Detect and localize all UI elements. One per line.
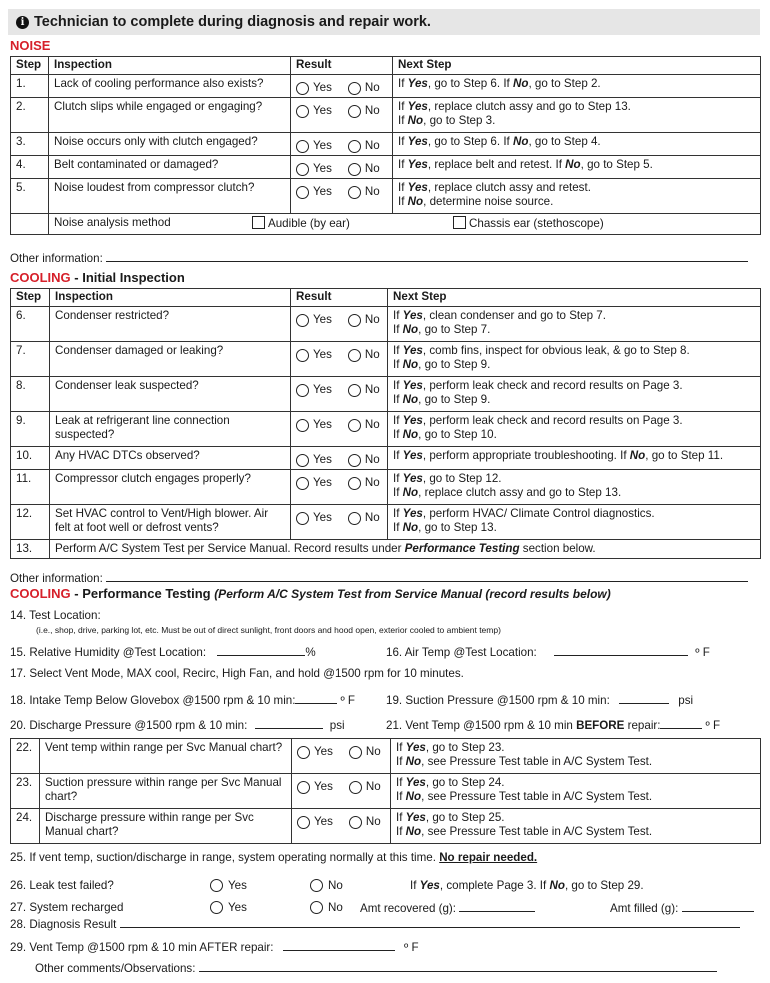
inspection-text: Condenser restricted? xyxy=(50,307,291,342)
next-step-text: If Yes, go to Step 23. If No, see Pressure Test table in A/C System Test. xyxy=(391,739,761,774)
cooling-initial-table xyxy=(10,288,761,559)
no-radio[interactable] xyxy=(348,186,361,199)
recharged-no-radio[interactable] xyxy=(310,901,323,914)
test-location-note: (i.e., shop, drive, parking lot, etc. Must be out of direct sunlight, front doors and hood open, exterior cooled to ambient temp) xyxy=(36,625,501,635)
inspection-text: Lack of cooling performance also exists? xyxy=(49,75,291,98)
discharge-pressure-field[interactable] xyxy=(255,718,323,729)
no-label: No xyxy=(364,139,380,152)
test-location: 14. Test Location: xyxy=(10,609,101,622)
audible-option[interactable]: Audible (by ear) xyxy=(252,216,350,231)
chassis-ear-checkbox[interactable] xyxy=(453,216,466,229)
humidity-field[interactable] xyxy=(217,645,305,656)
diagnosis-result-field[interactable] xyxy=(120,917,740,928)
yes-label: Yes xyxy=(313,185,332,198)
next-step-text: If Yes, replace clutch assy and retest. If No, determine noise source. xyxy=(393,179,761,214)
noise-section-title: NOISE xyxy=(10,38,51,53)
step-number: 22. xyxy=(11,739,40,774)
inspection-text: Compressor clutch engages properly? xyxy=(50,470,291,505)
cooling-initial-rows xyxy=(11,307,761,540)
result-cell xyxy=(291,75,393,98)
step-number: 4. xyxy=(11,156,49,179)
info-icon: i xyxy=(16,16,29,29)
inspection-text: Vent temp within range per Svc Manual chart? xyxy=(40,739,292,774)
yes-radio[interactable] xyxy=(296,349,309,362)
performance-testing-title: COOLING - Performance Testing (Perform A/C System Test from Service Manual (record results below) xyxy=(10,586,611,601)
next-step-text: If Yes, comb fins, inspect for obvious leak, & go to Step 8. If No, go to Step 9. xyxy=(388,342,761,377)
recharged-yes-radio[interactable] xyxy=(210,901,223,914)
other-comments: Other comments/Observations: xyxy=(35,961,717,975)
inspection-text: Clutch slips while engaged or engaging? xyxy=(49,98,291,133)
yes-radio[interactable] xyxy=(296,186,309,199)
yes-radio[interactable] xyxy=(297,781,310,794)
amt-filled-field[interactable] xyxy=(682,901,754,912)
step-number: 6. xyxy=(11,307,50,342)
next-step-text: If Yes, go to Step 25. If No, see Pressure Test table in A/C System Test. xyxy=(391,809,761,844)
air-temp: 16. Air Temp @Test Location: º F xyxy=(386,646,710,659)
yes-label: Yes xyxy=(313,476,332,489)
no-radio[interactable] xyxy=(348,314,361,327)
table-row xyxy=(11,133,761,156)
yes-radio[interactable] xyxy=(296,454,309,467)
audible-checkbox[interactable] xyxy=(252,216,265,229)
no-label: No xyxy=(364,418,380,431)
no-radio[interactable] xyxy=(348,384,361,397)
result-cell xyxy=(291,156,393,179)
no-radio[interactable] xyxy=(349,781,362,794)
table-row xyxy=(11,75,761,98)
table-row xyxy=(11,98,761,133)
vent-temp-after: 29. Vent Temp @1500 rpm & 10 min AFTER repair: º F xyxy=(10,941,419,954)
yes-label: Yes xyxy=(314,745,333,758)
air-temp-field[interactable] xyxy=(554,645,688,656)
step-number: 9. xyxy=(11,412,50,447)
yes-radio[interactable] xyxy=(296,384,309,397)
table-row xyxy=(11,342,761,377)
inspection-text: Noise loudest from compressor clutch? xyxy=(49,179,291,214)
performance-rows xyxy=(11,739,761,844)
yes-label: Yes xyxy=(313,313,332,326)
instruction-banner xyxy=(8,9,760,35)
yes-label: Yes xyxy=(314,815,333,828)
next-step-text: If Yes, go to Step 6. If No, go to Step 2. xyxy=(393,75,761,98)
no-radio[interactable] xyxy=(349,816,362,829)
discharge-pressure: 20. Discharge Pressure @1500 rpm & 10 min: psi xyxy=(10,719,345,732)
next-step-header: Next Step xyxy=(393,57,761,75)
no-radio[interactable] xyxy=(348,140,361,153)
no-radio[interactable] xyxy=(348,419,361,432)
yes-radio[interactable] xyxy=(296,140,309,153)
result-cell xyxy=(291,377,388,412)
yes-radio[interactable] xyxy=(296,105,309,118)
vent-temp-after-field[interactable] xyxy=(283,940,395,951)
next-step-text: If Yes, perform appropriate troubleshooting. If No, go to Step 11. xyxy=(388,447,761,470)
no-label: No xyxy=(365,780,381,793)
no-label: No xyxy=(365,815,381,828)
no-radio[interactable] xyxy=(348,105,361,118)
result-cell xyxy=(292,809,391,844)
performance-table xyxy=(10,738,761,844)
amt-filled: Amt filled (g): xyxy=(610,901,754,915)
next-step-text: If Yes, perform leak check and record results on Page 3. If No, go to Step 10. xyxy=(388,412,761,447)
select-vent-mode: 17. Select Vent Mode, MAX cool, Recirc, High Fan, and hold @1500 rpm for 10 minutes. xyxy=(10,667,464,680)
next-step-text: If Yes, clean condenser and go to Step 7. If No, go to Step 7. xyxy=(388,307,761,342)
step-number: 23. xyxy=(11,774,40,809)
yes-radio[interactable] xyxy=(297,816,310,829)
table-row xyxy=(11,412,761,447)
table-row xyxy=(11,774,761,809)
no-label: No xyxy=(364,104,380,117)
yes-label: Yes xyxy=(313,81,332,94)
step-number: 11. xyxy=(11,470,50,505)
inspection-text: Belt contaminated or damaged? xyxy=(49,156,291,179)
step-number: 5. xyxy=(11,179,49,214)
recharged-yes[interactable]: Yes xyxy=(210,901,247,914)
no-radio[interactable] xyxy=(348,82,361,95)
next-step-text: If Yes, go to Step 6. If No, go to Step 4. xyxy=(393,133,761,156)
result-cell xyxy=(291,307,388,342)
relative-humidity: 15. Relative Humidity @Test Location: % xyxy=(10,646,316,659)
next-step-text: If Yes, replace belt and retest. If No, go to Step 5. xyxy=(393,156,761,179)
result-cell xyxy=(291,98,393,133)
yes-radio[interactable] xyxy=(296,477,309,490)
no-label: No xyxy=(364,383,380,396)
step-number: 1. xyxy=(11,75,49,98)
step-number: 10. xyxy=(11,447,50,470)
banner-text: Technician to complete during diagnosis and repair work. xyxy=(34,14,431,30)
vent-temp-before-field[interactable] xyxy=(660,718,702,729)
table-row xyxy=(11,307,761,342)
noise-method-label: Noise analysis method xyxy=(54,216,171,229)
result-cell xyxy=(291,342,388,377)
no-label: No xyxy=(364,81,380,94)
result-cell xyxy=(291,179,393,214)
inspection-header: Inspection xyxy=(49,57,291,75)
inspection-text: Condenser leak suspected? xyxy=(50,377,291,412)
step-number: 12. xyxy=(11,505,50,540)
intake-temp: 18. Intake Temp Below Glovebox @1500 rpm & 10 min: º F xyxy=(10,694,355,707)
table-row xyxy=(11,447,761,470)
table-row xyxy=(11,156,761,179)
intake-temp-field[interactable] xyxy=(295,693,337,704)
cooling-other-info-field[interactable] xyxy=(106,571,748,582)
inspection-text: Discharge pressure within range per Svc Manual chart? xyxy=(40,809,292,844)
next-step-header: Next Step xyxy=(388,289,761,307)
yes-radio[interactable] xyxy=(296,512,309,525)
amt-recovered: Amt recovered (g): xyxy=(360,901,535,915)
noise-method-row xyxy=(11,214,761,235)
no-label: No xyxy=(364,511,380,524)
system-recharged: 27. System recharged Yes No Amt recovered (g): Amt filled (g): xyxy=(10,901,760,917)
no-radio[interactable] xyxy=(348,454,361,467)
yes-label: Yes xyxy=(313,104,332,117)
no-label: No xyxy=(364,453,380,466)
inspection-header: Inspection xyxy=(50,289,291,307)
yes-radio[interactable] xyxy=(296,314,309,327)
inspection-text: Condenser damaged or leaking? xyxy=(50,342,291,377)
table-row xyxy=(11,470,761,505)
yes-label: Yes xyxy=(313,383,332,396)
leak-yes[interactable]: Yes xyxy=(210,879,247,892)
inspection-text: Noise occurs only with clutch engaged? xyxy=(49,133,291,156)
leak-yes-radio[interactable] xyxy=(210,879,223,892)
yes-label: Yes xyxy=(313,139,332,152)
other-comments-field[interactable] xyxy=(199,961,717,972)
no-radio[interactable] xyxy=(349,746,362,759)
suction-pressure-field[interactable] xyxy=(619,693,669,704)
step-number: 13. xyxy=(11,540,50,559)
leak-no[interactable]: No xyxy=(310,879,343,892)
result-cell xyxy=(291,133,393,156)
step-number: 3. xyxy=(11,133,49,156)
result-cell xyxy=(291,412,388,447)
table-row xyxy=(11,505,761,540)
step-number: 8. xyxy=(11,377,50,412)
next-step-text: If Yes, go to Step 24. If No, see Pressure Test table in A/C System Test. xyxy=(391,774,761,809)
no-label: No xyxy=(364,162,380,175)
step-25: 25. If vent temp, suction/discharge in range, system operating normally at this time. No repair needed. xyxy=(10,851,538,864)
result-header: Result xyxy=(291,57,393,75)
leak-test-failed: 26. Leak test failed? Yes No If Yes, complete Page 3. If No, go to Step 29. xyxy=(10,879,644,892)
yes-radio[interactable] xyxy=(296,419,309,432)
result-cell xyxy=(291,470,388,505)
table-row xyxy=(11,377,761,412)
step-header: Step xyxy=(11,289,50,307)
yes-label: Yes xyxy=(313,511,332,524)
yes-label: Yes xyxy=(313,162,332,175)
no-label: No xyxy=(364,348,380,361)
no-radio[interactable] xyxy=(348,349,361,362)
chassis-ear-option[interactable]: Chassis ear (stethoscope) xyxy=(453,216,604,231)
amt-recovered-field[interactable] xyxy=(459,901,535,912)
next-step-text: If Yes, perform HVAC/ Climate Control diagnostics. If No, go to Step 13. xyxy=(388,505,761,540)
step-header: Step xyxy=(11,57,49,75)
result-header: Result xyxy=(291,289,388,307)
no-radio[interactable] xyxy=(348,512,361,525)
yes-label: Yes xyxy=(313,418,332,431)
inspection-text: Any HVAC DTCs observed? xyxy=(50,447,291,470)
no-radio[interactable] xyxy=(348,163,361,176)
cooling-initial-title: COOLING - Initial Inspection xyxy=(10,270,185,285)
yes-label: Yes xyxy=(313,453,332,466)
next-step-text: If Yes, perform leak check and record results on Page 3. If No, go to Step 9. xyxy=(388,377,761,412)
diagnosis-result: 28. Diagnosis Result xyxy=(10,917,740,931)
step-13-text: Perform A/C System Test per Service Manual. Record results under Performance Testing section below. xyxy=(50,540,761,559)
step-13-row xyxy=(11,540,761,559)
yes-radio[interactable] xyxy=(297,746,310,759)
no-label: No xyxy=(364,313,380,326)
noise-other-info-field[interactable] xyxy=(106,251,748,262)
yes-label: Yes xyxy=(313,348,332,361)
table-row xyxy=(11,739,761,774)
step-number: 24. xyxy=(11,809,40,844)
result-cell xyxy=(291,447,388,470)
noise-table xyxy=(10,56,761,235)
step-number: 2. xyxy=(11,98,49,133)
inspection-text: Set HVAC control to Vent/High blower. Air felt at foot well or defrost vents? xyxy=(50,505,291,540)
vent-temp-before: 21. Vent Temp @1500 rpm & 10 min BEFORE repair: º F xyxy=(386,719,721,732)
suction-pressure: 19. Suction Pressure @1500 rpm & 10 min: psi xyxy=(386,694,694,707)
result-cell xyxy=(291,505,388,540)
cooling-other-info: Other information: xyxy=(10,571,748,585)
result-cell xyxy=(292,739,391,774)
yes-radio[interactable] xyxy=(296,82,309,95)
no-radio[interactable] xyxy=(348,477,361,490)
table-row xyxy=(11,809,761,844)
leak-no-radio[interactable] xyxy=(310,879,323,892)
no-label: No xyxy=(365,745,381,758)
leak-next-step: If Yes, complete Page 3. If No, go to Step 29. xyxy=(410,879,644,892)
inspection-text: Leak at refrigerant line connection suspected? xyxy=(50,412,291,447)
noise-rows xyxy=(11,75,761,214)
table-row xyxy=(11,179,761,214)
inspection-text: Suction pressure within range per Svc Manual chart? xyxy=(40,774,292,809)
no-label: No xyxy=(364,476,380,489)
step-number: 7. xyxy=(11,342,50,377)
yes-radio[interactable] xyxy=(296,163,309,176)
next-step-text: If Yes, go to Step 12. If No, replace clutch assy and go to Step 13. xyxy=(388,470,761,505)
result-cell xyxy=(292,774,391,809)
yes-label: Yes xyxy=(314,780,333,793)
noise-other-info: Other information: xyxy=(10,251,748,265)
recharged-no[interactable]: No xyxy=(310,901,343,914)
next-step-text: If Yes, replace clutch assy and go to Step 13. If No, go to Step 3. xyxy=(393,98,761,133)
no-label: No xyxy=(364,185,380,198)
